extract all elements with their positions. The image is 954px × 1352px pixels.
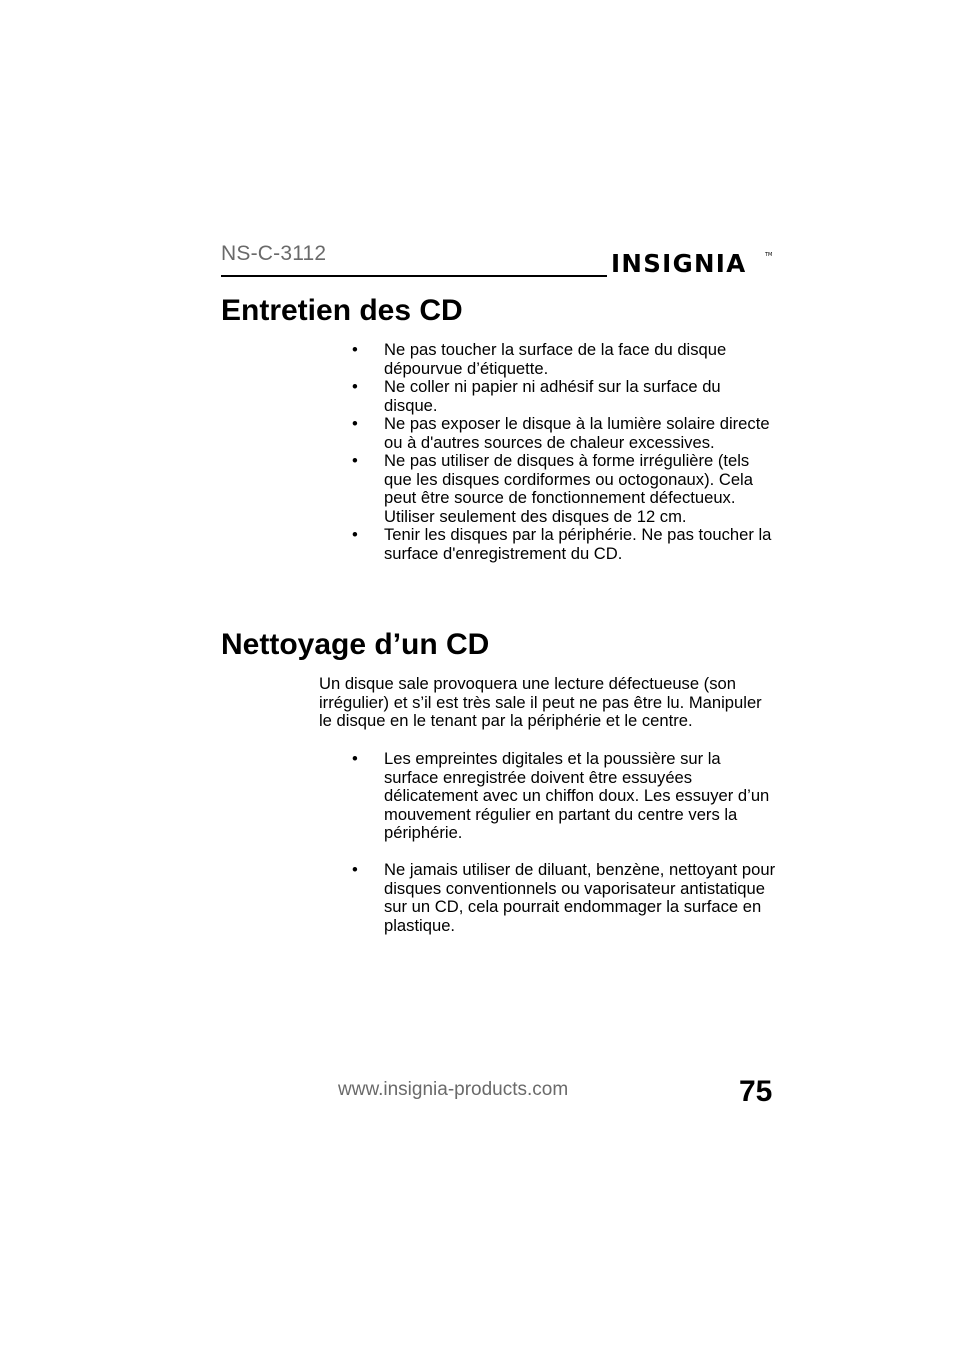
insignia-logo xyxy=(611,240,775,284)
entretien-bullet-list xyxy=(352,341,776,563)
list-item xyxy=(352,750,776,843)
model-number: NS-C-3112 xyxy=(221,242,327,265)
logo-wordmark: INSIGNIA xyxy=(611,249,747,278)
nettoyage-intro: Un disque sale provoquera une lecture défectueuse (son irrégulier) et s’il est très sale il peut ne pas être lu. Manipuler le disque en le tenant par la périphérie et le centre. xyxy=(319,674,762,730)
list-item-text: Les empreintes digitales et la poussière sur la surface enregistrée doivent être essuyées délicatement avec un chiffon doux. Les essuyer d’un mouvement régulier en partant du centre vers la périphérie. xyxy=(384,749,770,842)
nettoyage-bullet-list xyxy=(352,750,776,935)
section-title-entretien: Entretien des CD xyxy=(221,294,463,327)
bullet-icon: • xyxy=(352,525,358,544)
list-item xyxy=(352,861,776,935)
bullet-icon: • xyxy=(352,340,358,359)
logo-trademark: TM xyxy=(765,252,773,258)
header-rule xyxy=(221,275,607,277)
list-item xyxy=(352,526,776,563)
bullet-icon: • xyxy=(352,377,358,396)
list-item xyxy=(352,452,776,526)
list-item-text: Ne pas exposer le disque à la lumière solaire directe ou à d'autres sources de chaleur excessives. xyxy=(384,414,770,452)
page-number: 75 xyxy=(739,1075,773,1108)
bullet-icon: • xyxy=(352,414,358,433)
section-title-nettoyage: Nettoyage d’un CD xyxy=(221,628,490,661)
bullet-icon: • xyxy=(352,860,358,879)
list-item-text: Ne pas toucher la surface de la face du disque dépourvue d’étiquette. xyxy=(384,340,727,378)
list-item-text: Ne coller ni papier ni adhésif sur la surface du disque. xyxy=(384,377,721,415)
bullet-icon: • xyxy=(352,749,358,768)
list-item-text: Tenir les disques par la périphérie. Ne pas toucher la surface d'enregistrement du CD. xyxy=(384,525,772,563)
list-item-text: Ne pas utiliser de disques à forme irrégulière (tels que les disques cordiformes ou octogonaux). Cela peut être source de fonctionnement défectueux. Utiliser seulement des disques de 12 cm. xyxy=(384,451,753,526)
list-item-text: Ne jamais utiliser de diluant, benzène, nettoyant pour disques conventionnels ou vaporisateur antistatique sur un CD, cela pourrait endommager la surface en plastique. xyxy=(384,860,776,935)
list-item xyxy=(352,378,776,415)
bullet-icon: • xyxy=(352,451,358,470)
footer-url: www.insignia-products.com xyxy=(338,1079,569,1100)
list-item xyxy=(352,341,776,378)
list-item xyxy=(352,415,776,452)
